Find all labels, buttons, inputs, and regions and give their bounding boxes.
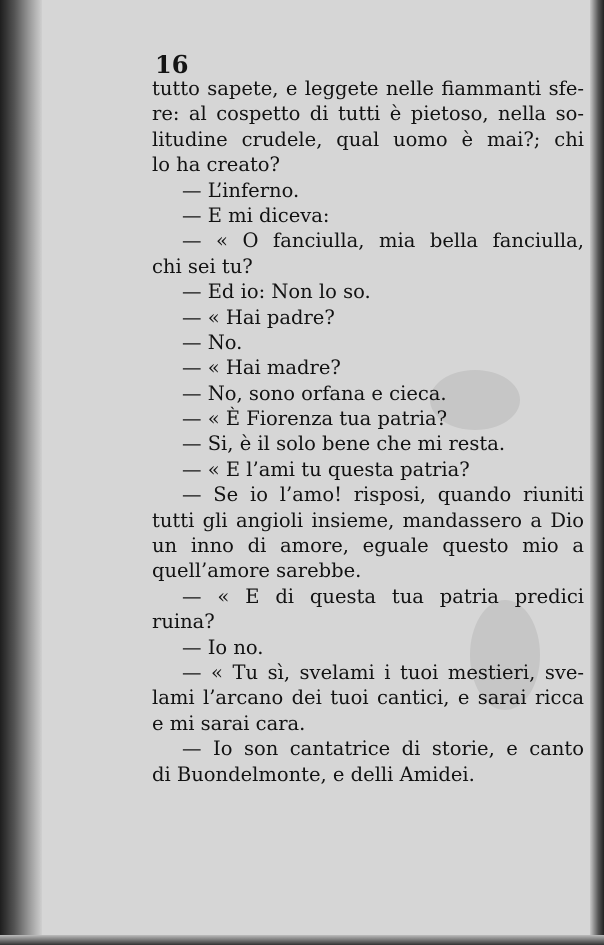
text-line: — Io son cantatrice di storie, e canto [182,737,584,761]
text-line: — « È Fiorenza tua patria? [182,407,448,431]
page-number: 16 [155,50,189,79]
text-line: — « E l’ami tu questa patria? [182,457,470,481]
text-line: re: al cospetto di tutti è pietoso, nella so- [152,102,584,126]
text-line: — No, sono orfana e cieca. [182,381,447,405]
text-line: — « Tu sì, svelami i tuoi mestieri, sve- [182,660,584,684]
text-line: litudine crudele, qual uomo è mai?; chi [152,127,584,151]
text-line: — L’inferno. [182,178,300,202]
text-line: — Si, è il solo bene che mi resta. [182,432,506,456]
body-text [152,76,584,787]
text-line: ruina? [152,610,215,634]
text-line: un inno di amore, eguale questo mio a [152,534,584,558]
text-line: — Io no. [182,635,264,659]
text-line: — « E di questa tua patria predici [182,584,584,608]
text-line: — E mi diceva: [182,203,330,227]
text-line: chi sei tu? [152,254,253,278]
text-line: — « Hai madre? [182,356,341,380]
text-line: lami l’arcano dei tuoi cantici, e sarai ricca [152,686,584,710]
text-line: tutto sapete, e leggete nelle fiammanti sfe- [152,77,584,100]
text-line: tutti gli angioli insieme, mandassero a Dio [152,508,584,532]
page-edge-bottom [0,935,604,945]
text-line: — « O fanciulla, mia bella fanciulla, [182,229,584,253]
text-line: quell’amore sarebbe. [152,559,362,583]
text-line: lo ha creato? [152,153,280,177]
text-line: — Ed io: Non lo so. [182,280,371,304]
text-line: — No. [182,330,243,354]
text-line: e mi sarai cara. [152,711,306,735]
page-binding-shadow [0,0,42,945]
text-line: — Se io l’amo! risposi, quando riuniti [182,483,584,507]
text-line: — « Hai padre? [182,305,335,329]
text-line: di Buondelmonte, e delli Amidei. [152,762,475,786]
page-edge-right [590,0,604,945]
